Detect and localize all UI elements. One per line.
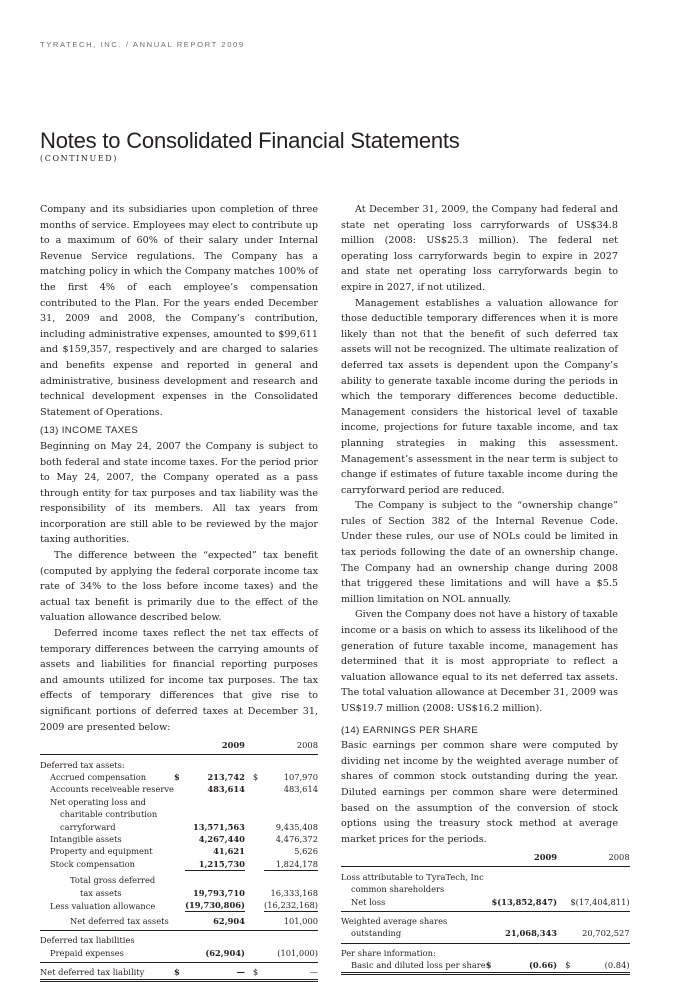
table-header-row [341,851,630,866]
paragraph: Basic earnings per common share were computed by dividing net income by the weighted average number of shares of common stock outstanding during the year. Diluted earnings per common share were determined based on the assumption of the conversion of stock options using the treasury stock method at average market prices for the periods. [341,740,618,845]
paragraph: Given the Company does not have a history of taxable income or a basis on which to assess its likelihood of the generation of future taxable income, management has determined that it is most appropriate to reflect a valuation allowance equal to its net deferred tax assets. The total valuation allowance at December 31, 2009 was US$19.7 million (2008: US$16.2 million). [341,609,618,714]
column-header-2008: 2008 [570,851,629,866]
table-row: Weighted average shares [341,915,448,926]
paragraph: Company and its subsidiaries upon completion of three months of service. Employees may elect to contribute up to a maximum of 60% of their salary under Internal Revenue Service regulations. The Company has a matching policy in which the Company matches 100% of the first 4% of each employee’s compensation contributed to the Plan. For the years ended December 31, 2009 and 2008, the Company’s contribution, including administrative expenses, amounted to $99,611 and $159,357, respectively and are charged to salaries and benefits expense and reported in general and administrative, business development and research and technical development expenses in the Consolidated Statement of Operations. [40,204,318,418]
page-title: Notes to Consolidated Financial Statements [40,128,460,153]
paragraph: Management establishes a valuation allowance for those deductible temporary differences when it is more likely than not that the benefit of such deferred tax assets will not be recognized. The ultimate realization of deferred tax assets is dependent upon the Company’s ability to generate taxable income during the periods in which the temporary differences become deductible. Management considers the historical level of taxable income, projections for future taxable income, and tax planning strategies in making this assessment. Management’s assessment in the near term is subject to change if estimates of future taxable income during the carryforward period are reduced. [341,297,618,496]
table-row: common shareholders [351,884,445,895]
running-head: TYRATECH, INC. / ANNUAL REPORT 2009 [40,40,245,49]
paragraph: Deferred income taxes reflect the net tax effects of temporary differences between the carrying amounts of assets and liabilities for financial reporting purposes and amounts utilized for income tax purposes. The tax effects of temporary differences that give rise to significant portions of deferred taxes at December 31, 2009 are presented below: [40,628,318,733]
table-row: Stock compensation 1,215,730 1,824,178 [50,858,318,870]
column-header-2009: 2009 [491,851,557,866]
table-row: tax assets 19,793,710 16,333,168 [80,887,318,898]
table-row: Net deferred tax liability $ — $ — [40,963,318,980]
deferred-tax-table [40,739,318,981]
table-row: Net deferred tax assets 62,904 101,000 [40,912,318,931]
table-row: charitable contribution [60,809,158,820]
table-row: Intangible assets 4,267,440 4,476,372 [50,834,318,845]
page-subtitle: (CONTINUED) [40,154,119,163]
table-row: outstanding 21,068,343 20,702,527 [341,927,630,943]
table-row: Accounts receiveable reserve 483,614 483,614 [50,784,318,795]
paragraph: Beginning on May 24, 2007 the Company is subject to both federal and state income taxes. For the period prior to May 24, 2007, the Company operated as a pass through entity for tax purposes and tax liability was the responsibility of its members. All tax years from incorporation are still able to be reviewed by the major taxing authorities. [40,440,318,546]
table-row: Prepaid expenses (62,904) (101,000) [40,947,318,963]
table-header-row [40,739,318,754]
paragraph: The difference between the “expected” tax benefit (computed by applying the federal corporate income tax rate of 34% to the loss before income taxes) and the actual tax benefit is primarily due to the effect of the valuation allowance described below. [40,550,318,624]
paragraph: At December 31, 2009, the Company had federal and state net operating loss carryforwards of US$34.8 million (2008: US$25.3 million). The federal net operating loss carryforwards begin to expire in 2027 and state net operating loss carryforwards begin to expire in 2027, if not utilized. [341,204,618,293]
left-column [40,202,318,982]
column-header-2008: 2008 [264,739,318,754]
table-row: Less valuation allowance (19,730,806) (16,232,168) [50,900,318,911]
table-row: Deferred tax liabilities [40,935,135,946]
table-row: carryforward 13,571,563 9,435,408 [60,821,318,832]
table-row: Accrued compensation $ 213,742 $ 107,970 [50,772,318,782]
table-row: Property and equipment 41,621 5,626 [50,846,318,857]
right-column [341,202,630,975]
table-row: Loss attributable to TyraTech, Inc [341,871,484,882]
eps-table [341,851,630,974]
table-row: Per share information: [341,947,436,958]
table-row: Deferred tax assets: [40,759,125,770]
table-row: Net loss $(13,852,847) $(17,404,811) [341,896,630,912]
paragraph: The Company is subject to the “ownership change” rules of Section 382 of the Internal Revenue Code. Under these rules, our use of NOLs could be limited in tax periods following the date of an ownership change. The Company had an ownership change during 2008 that triggered these limitations and will have a $5.5 million limitation on NOL annually. [341,500,618,605]
section-heading-earnings-per-share: (14) EARNINGS PER SHARE [341,724,479,736]
section-heading-income-taxes: (13) INCOME TAXES [40,425,139,437]
table-row: Total gross deferred [70,875,156,886]
column-header-2009: 2009 [185,739,245,754]
table-row: Net operating loss and [50,796,146,807]
table-row: Basic and diluted loss per share $ (0.66) $ (0.84) [341,959,630,973]
